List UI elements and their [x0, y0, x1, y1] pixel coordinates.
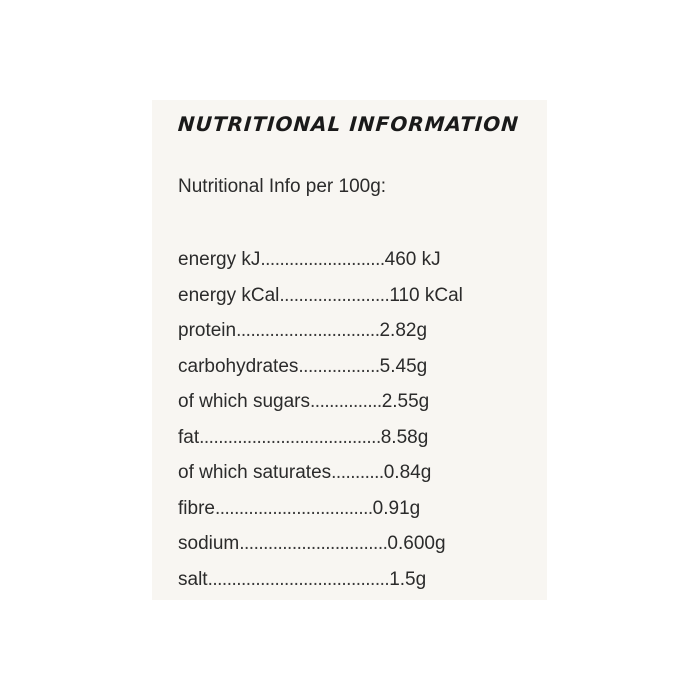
per-100g-label: Nutritional Info per 100g:: [178, 176, 387, 197]
nutrition-row: [178, 530, 463, 566]
nutrient-value: 0.91g: [372, 497, 421, 519]
nutrient-name: energy kJ: [178, 249, 261, 270]
nutrient-value: 5.45g: [379, 355, 428, 377]
nutrient-name: sodium: [178, 533, 240, 554]
nutrition-row: [178, 246, 463, 282]
nutrition-row: [178, 495, 463, 531]
nutrient-name: of which saturates: [178, 462, 332, 483]
nutrition-row: [178, 424, 463, 460]
dot-leader: ...........: [331, 462, 384, 483]
dot-leader: ...............................: [239, 533, 388, 554]
nutrition-row: [178, 459, 463, 495]
nutrient-value: 2.82g: [379, 320, 428, 341]
nutrition-row: [178, 282, 463, 318]
panel-heading: NUTRITIONAL INFORMATION: [177, 112, 520, 136]
nutrition-row: [178, 317, 463, 353]
nutrient-name: carbohydrates: [178, 355, 299, 377]
nutrient-value: 8.58g: [380, 426, 429, 448]
nutrient-name: fat: [178, 426, 200, 448]
nutrient-value: 0.84g: [383, 462, 432, 483]
dot-leader: ......................................: [199, 426, 381, 448]
nutrient-value: 110 kCal: [389, 284, 463, 306]
dot-leader: .................................: [214, 497, 373, 519]
nutrient-value: 2.55g: [381, 391, 430, 412]
nutrient-name: of which sugars: [178, 391, 311, 412]
nutrient-value: 460 kJ: [384, 249, 441, 270]
nutrient-value: 1.5g: [389, 568, 427, 590]
nutrition-list: [178, 246, 463, 601]
nutrition-row: [178, 353, 463, 389]
nutrient-name: fibre: [178, 497, 215, 519]
nutrition-row: [178, 566, 463, 602]
dot-leader: ..............................: [236, 320, 380, 341]
dot-leader: ...............: [310, 391, 382, 412]
nutrient-name: energy kCal: [178, 284, 280, 306]
nutrient-name: salt: [178, 568, 208, 590]
nutrient-name: protein: [178, 320, 237, 341]
dot-leader: ......................................: [207, 568, 390, 590]
dot-leader: ..........................: [260, 249, 385, 270]
dot-leader: .................: [298, 355, 380, 377]
nutrition-row: [178, 388, 463, 424]
nutrition-panel: [152, 100, 547, 600]
dot-leader: .......................: [279, 284, 390, 306]
nutrient-value: 0.600g: [387, 533, 446, 554]
